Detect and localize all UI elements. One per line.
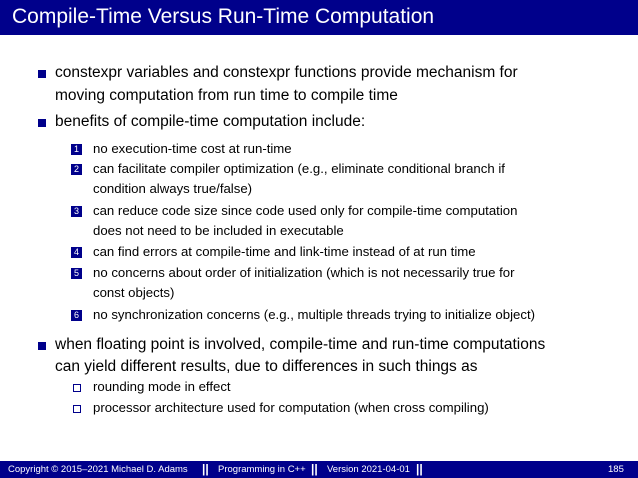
footer-separator: || [202, 462, 209, 476]
footer-copyright: Copyright © 2015–2021 Michael D. Adams [8, 464, 188, 475]
difference-2: processor architecture used for computation (when cross compiling) [93, 400, 489, 415]
benefit-5-line-1: no concerns about order of initialization (which is not necessarily true for [93, 265, 515, 280]
bullet-square-icon [38, 70, 46, 78]
benefit-3-line-2: does not need to be included in executable [93, 223, 344, 238]
hollow-square-bullet-icon [73, 384, 81, 392]
number-badge-icon: 6 [71, 310, 82, 321]
number-badge-icon: 3 [71, 206, 82, 217]
footer-version: Version 2021-04-01 [327, 464, 410, 475]
benefit-5-line-2: const objects) [93, 285, 175, 300]
number-badge-icon: 4 [71, 247, 82, 258]
benefit-1-line-1: no execution-time cost at run-time [93, 141, 292, 156]
hollow-square-bullet-icon [73, 405, 81, 413]
footer-separator: || [416, 462, 423, 476]
bullet-2-line-1: benefits of compile-time computation include: [55, 113, 366, 130]
benefit-4-line-1: can find errors at compile-time and link-time instead of at run time [93, 244, 476, 259]
bullet-square-icon [38, 119, 46, 127]
bullet-3-line-2: can yield different results, due to differences in such things as [55, 358, 478, 375]
footer-bar [0, 461, 638, 478]
difference-1: rounding mode in effect [93, 379, 231, 394]
slide-title: Compile-Time Versus Run-Time Computation [12, 5, 435, 28]
benefit-2-line-2: condition always true/false) [93, 181, 253, 196]
benefit-6-line-1: no synchronization concerns (e.g., multiple threads trying to initialize object) [93, 307, 536, 322]
footer-separator: || [311, 462, 318, 476]
number-badge-icon: 5 [71, 268, 82, 279]
footer-course: Programming in C++ [218, 464, 306, 475]
bullet-square-icon [38, 342, 46, 350]
footer-page-number: 185 [608, 464, 624, 475]
benefit-3-line-1: can reduce code size since code used only for compile-time computation [93, 203, 518, 218]
bullet-1-line-1: constexpr variables and constexpr functions provide mechanism for [55, 64, 518, 81]
number-badge-icon: 2 [71, 164, 82, 175]
bullet-3-line-1: when floating point is involved, compile-time and run-time computations [55, 336, 546, 353]
benefit-2-line-1: can facilitate compiler optimization (e.g., eliminate conditional branch if [93, 161, 505, 176]
number-badge-icon: 1 [71, 144, 82, 155]
bullet-1-line-2: moving computation from run time to compile time [55, 87, 398, 104]
